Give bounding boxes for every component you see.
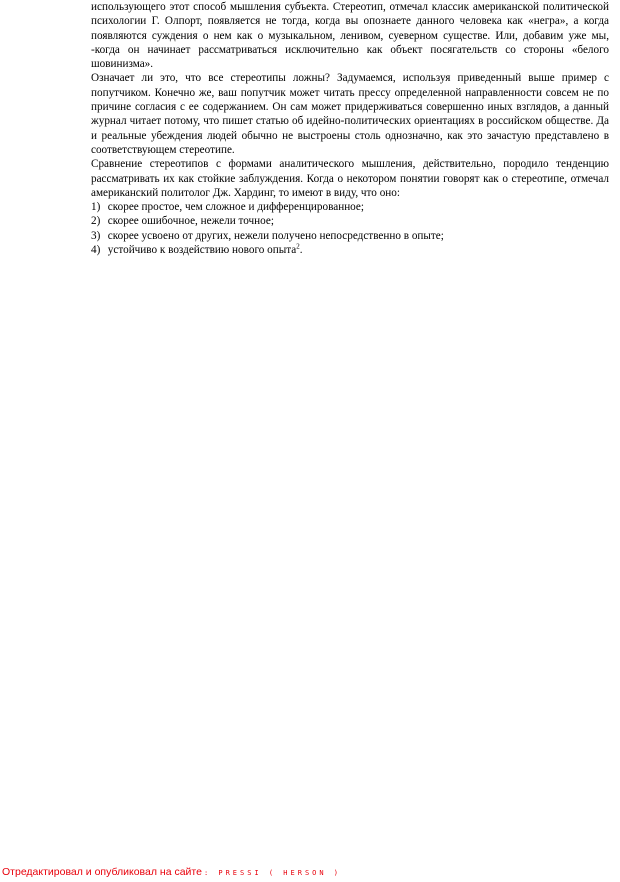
list-item-tail: . (299, 244, 303, 257)
document-body (91, 0, 609, 257)
list-item-text: устойчиво к воздействию нового опыта (107, 244, 297, 257)
stereotype-properties-list (91, 200, 609, 257)
footer-credit (2, 866, 341, 878)
list-item-number: 3) (91, 229, 101, 242)
list-item (91, 243, 609, 257)
list-item-text: скорее ошибочное, нежели точное; (107, 215, 274, 228)
list-item-number: 1) (91, 201, 101, 214)
list-item-text: скорее простое, чем сложное и дифференцированное; (107, 201, 364, 214)
list-item-number: 2) (91, 215, 101, 228)
footer-text: Отредактировал и опубликовал на сайте (2, 866, 202, 878)
footnote-marker[interactable]: 2 (296, 242, 300, 251)
paragraph-3: Сравнение стереотипов с формами аналитического мышления, действительно, породило тенденцию рассматривать их как стойкие заблуждения. Когда о некотором понятии говорят как о стереотипе, отмечал американский политолог Дж. Хардинг, то имеют в виду, что оно: (91, 158, 609, 199)
paragraph-2: Означает ли это, что все стереотипы ложны? Задумаемся, используя приведенный выше пример с попутчиком. Конечно же, ваш попутчик может читать прессу определенной направленности совсем не по причине согласия с ее содержанием. Он сам может придерживаться совершенно иных взглядов, а данный журнал читает потому, что пишет статью об идейно-политических ориентациях в российском обществе. Да и реальные убеждения людей обычно не выстроены столь однозначно, как это зачастую представлено в соответствующем стереотипе. (91, 72, 609, 156)
list-item-text: скорее усвоено от других, нежели получено непосредственно в опыте; (107, 229, 444, 242)
list-item-number: 4) (91, 244, 101, 257)
paragraph-1: использующего этот способ мышления субъекта. Стереотип, отмечал классик американской политической психологии Г. Олпорт, появляется не тогда, когда вы опознаете данного человека как «негра», а когда появляются суждения о нем как о музыкальном, ленивом, суеверном существе. Или, добавим уже мы, -когда он начинает рассматриваться исключительно как объект посягательств со стороны «белого шовинизма». (91, 1, 609, 71)
list-item (91, 200, 609, 214)
site-logo-link[interactable]: : PRESSI ( HERSON ) (203, 869, 342, 877)
list-item (91, 214, 609, 228)
list-item (91, 229, 609, 243)
